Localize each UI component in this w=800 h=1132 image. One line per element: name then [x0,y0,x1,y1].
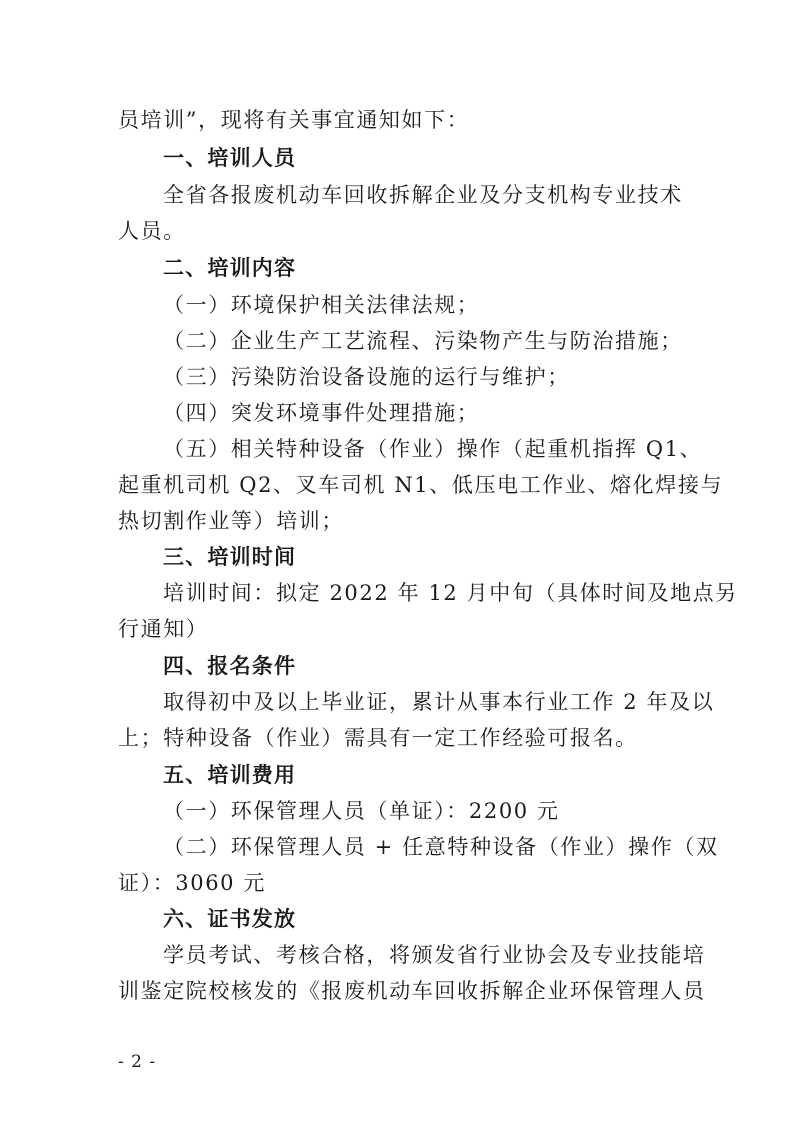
list-item: （一）环境保护相关法律法规； [163,293,480,317]
text-line: 员培训”，现将有关事宜通知如下： [118,108,470,132]
text-line: 学员考试、考核合格，将颁发省行业协会及专业技能培 [163,943,706,967]
text-line: 训鉴定院校核发的《报废机动车回收拆解企业环保管理人员 [118,979,706,1003]
list-item: （四）突发环境事件处理措施； [163,401,480,425]
list-item: （五）相关特种设备（作业）操作（起重机指挥 Q1、 [163,437,703,461]
page-number: - 2 - [118,1052,157,1072]
text-line: 上；特种设备（作业）需具有一定工作经验可报名。 [118,726,638,750]
section-heading: 三、培训时间 [163,545,297,569]
text-line: 证）：3060 元 [118,871,267,895]
list-item: （三）污染防治设备设施的运行与维护； [163,365,570,389]
text-line: 热切割作业等）培训； [118,509,344,533]
text-line: 培训时间：拟定 2022 年 12 月中旬（具体时间及地点另 [163,581,738,605]
text-line: 人员。 [118,219,186,243]
text-line: 全省各报废机动车回收拆解企业及分支机构专业技术 [163,183,683,207]
list-item: （一）环保管理人员（单证）：2200 元 [163,799,560,823]
section-heading: 四、报名条件 [163,654,297,678]
text-line: 取得初中及以上毕业证，累计从事本行业工作 2 年及以 [163,690,715,714]
list-item: （二）企业生产工艺流程、污染物产生与防治措施； [163,329,683,353]
section-heading: 二、培训内容 [163,256,297,280]
section-heading: 六、证书发放 [163,907,297,931]
text-line: 行通知） [118,617,209,641]
section-heading: 五、培训费用 [163,763,297,787]
section-heading: 一、培训人员 [163,146,297,170]
text-line: 起重机司机 Q2、叉车司机 N1、低压电工作业、熔化焊接与 [118,473,724,497]
list-item: （二）环保管理人员 + 任意特种设备（作业）操作（双 [163,835,719,859]
